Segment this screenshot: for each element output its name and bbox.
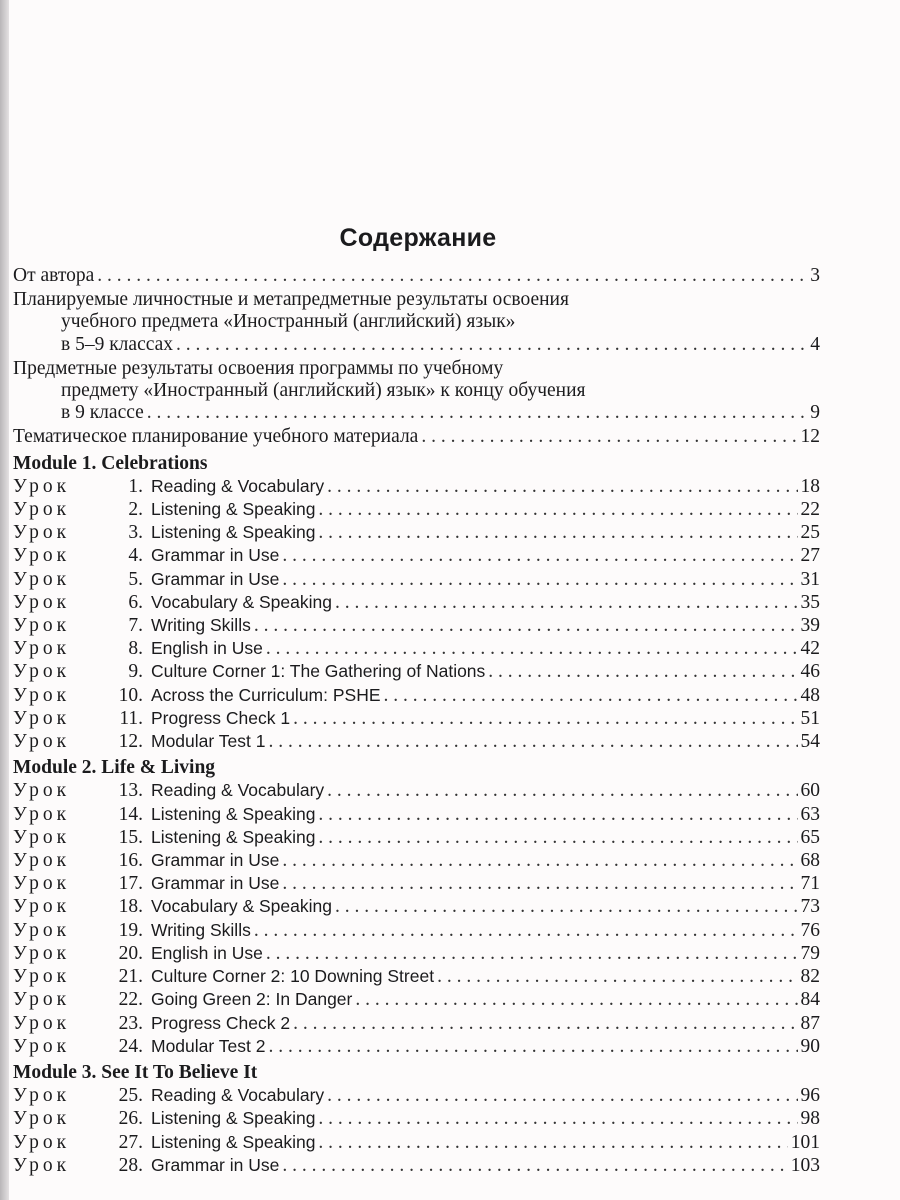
page-number: 63 — [800, 803, 820, 825]
lesson-title: Listening & Speaking — [151, 499, 316, 520]
lesson-entry — [13, 826, 820, 849]
lesson-entry — [13, 707, 820, 730]
lesson-title: Listening & Speaking — [151, 803, 316, 824]
page-number: 96 — [800, 1085, 820, 1107]
lesson-title: Grammar in Use — [151, 568, 280, 589]
page-number: 35 — [800, 591, 820, 613]
lesson-title: Listening & Speaking — [151, 522, 316, 543]
lesson-label: Урок — [13, 826, 71, 848]
lesson-number: 6. — [128, 591, 143, 613]
lesson-label: Урок — [13, 707, 71, 729]
dot-leader — [384, 685, 798, 707]
lesson-label: Урок — [13, 919, 71, 941]
lesson-number: 25. — [118, 1085, 143, 1107]
dot-leader — [254, 920, 798, 942]
page-number: 65 — [800, 826, 820, 848]
lesson-label: Урок — [13, 591, 71, 613]
dot-leader — [488, 661, 797, 683]
dot-leader — [318, 1108, 797, 1130]
dot-leader — [355, 989, 797, 1011]
toc-entry-line — [13, 402, 820, 424]
page-number: 4 — [810, 333, 820, 355]
page-number: 79 — [800, 942, 820, 964]
dot-leader — [282, 545, 797, 567]
dot-leader — [282, 569, 797, 591]
lesson-title: Modular Test 2 — [151, 1035, 266, 1056]
lesson-title: Listening & Speaking — [151, 1131, 316, 1152]
lesson-title: Grammar in Use — [151, 1154, 280, 1175]
lesson-number: 17. — [118, 873, 143, 895]
lesson-number: 19. — [118, 919, 143, 941]
page-binding-edge — [0, 0, 9, 1200]
lesson-title: Reading & Vocabulary — [151, 1085, 325, 1106]
page-number: 71 — [800, 873, 820, 895]
page-number: 31 — [800, 568, 820, 590]
lesson-label: Урок — [13, 638, 71, 660]
lesson-title: Culture Corner 1: The Gathering of Nations — [151, 661, 486, 682]
lesson-title: Across the Curriculum: PSHE — [151, 684, 381, 705]
lesson-number: 20. — [118, 942, 143, 964]
lesson-title: Writing Skills — [151, 919, 251, 940]
lesson-label: Урок — [13, 780, 71, 802]
dot-leader — [318, 1132, 787, 1154]
toc-entry-line — [13, 426, 820, 448]
page-number: 60 — [800, 780, 820, 802]
lesson-title: Grammar in Use — [151, 873, 280, 894]
dot-leader — [293, 708, 797, 730]
lesson-entry — [13, 637, 820, 660]
page-number: 46 — [800, 661, 820, 683]
lesson-entry — [13, 475, 820, 498]
lesson-entry — [13, 568, 820, 591]
lesson-number: 21. — [118, 966, 143, 988]
lesson-label: Урок — [13, 731, 71, 753]
lesson-entry — [13, 730, 820, 753]
lesson-entry — [13, 872, 820, 895]
lesson-label: Урок — [13, 684, 71, 706]
toc-entry — [13, 289, 820, 356]
dot-leader — [327, 1085, 797, 1107]
toc-entry-title: предмету «Иностранный (английский) язык» к концу обучения — [61, 380, 586, 402]
lesson-entry — [13, 919, 820, 942]
lesson-number: 4. — [128, 545, 143, 567]
lesson-label: Урок — [13, 1154, 71, 1176]
lesson-number: 8. — [128, 638, 143, 660]
lesson-label: Урок — [13, 568, 71, 590]
lesson-label: Урок — [13, 803, 71, 825]
lesson-label: Урок — [13, 1085, 71, 1107]
dot-leader — [176, 334, 807, 356]
table-of-contents — [13, 265, 820, 1177]
lesson-entry — [13, 1131, 820, 1154]
lesson-number: 15. — [118, 826, 143, 848]
toc-entry — [13, 265, 820, 287]
lesson-title: Reading & Vocabulary — [151, 780, 325, 801]
lesson-entry — [13, 988, 820, 1011]
dot-leader — [268, 1036, 797, 1058]
page-number: 68 — [800, 850, 820, 872]
page-number: 103 — [790, 1154, 820, 1176]
lesson-entry — [13, 965, 820, 988]
lesson-title: Progress Check 2 — [151, 1012, 291, 1033]
lesson-entry — [13, 498, 820, 521]
lesson-number: 26. — [118, 1108, 143, 1130]
lesson-title: Vocabulary & Speaking — [151, 591, 332, 612]
lesson-number: 16. — [118, 850, 143, 872]
dot-leader — [327, 780, 797, 802]
page-number: 87 — [800, 1012, 820, 1034]
dot-leader — [282, 873, 797, 895]
lesson-entry — [13, 803, 820, 826]
page-number: 98 — [800, 1108, 820, 1130]
toc-entry — [13, 358, 820, 425]
toc-entry-title: в 9 классе — [61, 402, 144, 424]
lesson-number: 5. — [128, 568, 143, 590]
lesson-entry — [13, 591, 820, 614]
dot-leader — [293, 1013, 797, 1035]
module-heading: Module 3. See It To Believe It — [13, 1061, 258, 1083]
dot-leader — [97, 265, 807, 287]
lesson-title: English in Use — [151, 638, 263, 659]
lesson-number: 7. — [128, 615, 143, 637]
page-number: 39 — [800, 615, 820, 637]
dot-leader — [282, 850, 797, 872]
dot-leader — [318, 522, 797, 544]
toc-entry-line — [13, 289, 820, 311]
lesson-title: Culture Corner 2: 10 Downing Street — [151, 966, 435, 987]
lesson-title: Grammar in Use — [151, 545, 280, 566]
lesson-number: 24. — [118, 1035, 143, 1057]
page-number: 12 — [800, 426, 820, 448]
lesson-entry — [13, 660, 820, 683]
toc-entry-title: учебного предмета «Иностранный (английский) язык» — [61, 311, 516, 333]
lesson-number: 28. — [118, 1154, 143, 1176]
page-number: 18 — [800, 475, 820, 497]
page-number: 84 — [800, 989, 820, 1011]
lesson-number: 3. — [128, 522, 143, 544]
page-number: 42 — [800, 638, 820, 660]
lesson-label: Урок — [13, 1131, 71, 1153]
lesson-label: Урок — [13, 966, 71, 988]
lesson-label: Урок — [13, 1035, 71, 1057]
lesson-entry — [13, 1107, 820, 1130]
lesson-entry — [13, 1012, 820, 1035]
lesson-title: Listening & Speaking — [151, 826, 316, 847]
dot-leader — [421, 426, 797, 448]
lesson-label: Урок — [13, 545, 71, 567]
lesson-label: Урок — [13, 942, 71, 964]
lesson-title: English in Use — [151, 942, 263, 963]
lesson-entry — [13, 614, 820, 637]
lesson-number: 22. — [118, 989, 143, 1011]
dot-leader — [318, 827, 797, 849]
lesson-entry — [13, 849, 820, 872]
toc-entry-line — [13, 265, 820, 287]
lesson-entry — [13, 1035, 820, 1058]
page-number: 51 — [800, 707, 820, 729]
lesson-number: 14. — [118, 803, 143, 825]
page-number: 54 — [800, 731, 820, 753]
toc-entry-line — [13, 311, 820, 333]
toc-entry-title: От автора — [13, 265, 95, 286]
dot-leader — [335, 896, 798, 918]
lesson-number: 12. — [118, 731, 143, 753]
lesson-number: 18. — [118, 896, 143, 918]
page-number: 101 — [790, 1131, 820, 1153]
dot-leader — [268, 731, 797, 753]
dot-leader — [147, 402, 807, 424]
page-number: 76 — [800, 919, 820, 941]
lesson-number: 9. — [128, 661, 143, 683]
toc-entry-line — [13, 334, 820, 356]
lesson-entry — [13, 779, 820, 802]
page-number: 9 — [810, 402, 820, 424]
lesson-label: Урок — [13, 522, 71, 544]
page-number: 3 — [810, 265, 820, 286]
lesson-label: Урок — [13, 850, 71, 872]
lesson-label: Урок — [13, 499, 71, 521]
toc-entry-title: Планируемые личностные и метапредметные результаты освоения — [13, 289, 569, 311]
lesson-label: Урок — [13, 989, 71, 1011]
module-heading: Module 2. Life & Living — [13, 757, 216, 779]
page-number: 48 — [800, 684, 820, 706]
lesson-label: Урок — [13, 1012, 71, 1034]
lesson-label: Урок — [13, 475, 71, 497]
dot-leader — [266, 943, 798, 965]
lesson-title: Going Green 2: In Danger — [151, 989, 353, 1010]
toc-entry-title: Тематическое планирование учебного материала — [13, 426, 419, 448]
dot-leader — [437, 966, 797, 988]
lesson-title: Progress Check 1 — [151, 707, 291, 728]
lesson-entry — [13, 521, 820, 544]
dot-leader — [318, 499, 797, 521]
lesson-title: Listening & Speaking — [151, 1108, 316, 1129]
page-number: 90 — [800, 1035, 820, 1057]
lesson-entry — [13, 942, 820, 965]
lesson-label: Урок — [13, 1108, 71, 1130]
lesson-number: 1. — [128, 475, 143, 497]
toc-entry — [13, 426, 820, 448]
lesson-label: Урок — [13, 896, 71, 918]
lesson-title: Grammar in Use — [151, 850, 280, 871]
lesson-number: 11. — [119, 707, 143, 729]
dot-leader — [282, 1155, 787, 1177]
lesson-entry — [13, 684, 820, 707]
dot-leader — [266, 638, 798, 660]
lesson-number: 2. — [128, 499, 143, 521]
lesson-title: Reading & Vocabulary — [151, 475, 325, 496]
dot-leader — [254, 615, 798, 637]
page-number: 22 — [800, 499, 820, 521]
dot-leader — [327, 476, 797, 498]
module-heading: Module 1. Celebrations — [13, 452, 208, 474]
lesson-entry — [13, 1154, 820, 1177]
lesson-entry — [13, 1084, 820, 1107]
lesson-label: Урок — [13, 615, 71, 637]
lesson-entry — [13, 895, 820, 918]
page-number: 25 — [800, 522, 820, 544]
lesson-entry — [13, 544, 820, 567]
lesson-title: Vocabulary & Speaking — [151, 896, 332, 917]
page-title: Содержание — [339, 224, 497, 252]
page-number: 82 — [800, 966, 820, 988]
page-number: 27 — [800, 545, 820, 567]
dot-leader — [318, 804, 797, 826]
dot-leader — [335, 592, 798, 614]
lesson-number: 10. — [118, 684, 143, 706]
toc-entry-title: в 5–9 классах — [61, 333, 174, 355]
toc-entry-title: Предметные результаты освоения программы по учебному — [13, 357, 504, 379]
lesson-label: Урок — [13, 873, 71, 895]
lesson-title: Modular Test 1 — [151, 731, 266, 752]
lesson-number: 27. — [118, 1131, 143, 1153]
toc-entry-line — [13, 380, 820, 402]
page-number: 73 — [800, 896, 820, 918]
lesson-label: Урок — [13, 661, 71, 683]
lesson-title: Writing Skills — [151, 615, 251, 636]
lesson-number: 13. — [118, 780, 143, 802]
toc-entry-line — [13, 358, 820, 380]
lesson-number: 23. — [118, 1012, 143, 1034]
